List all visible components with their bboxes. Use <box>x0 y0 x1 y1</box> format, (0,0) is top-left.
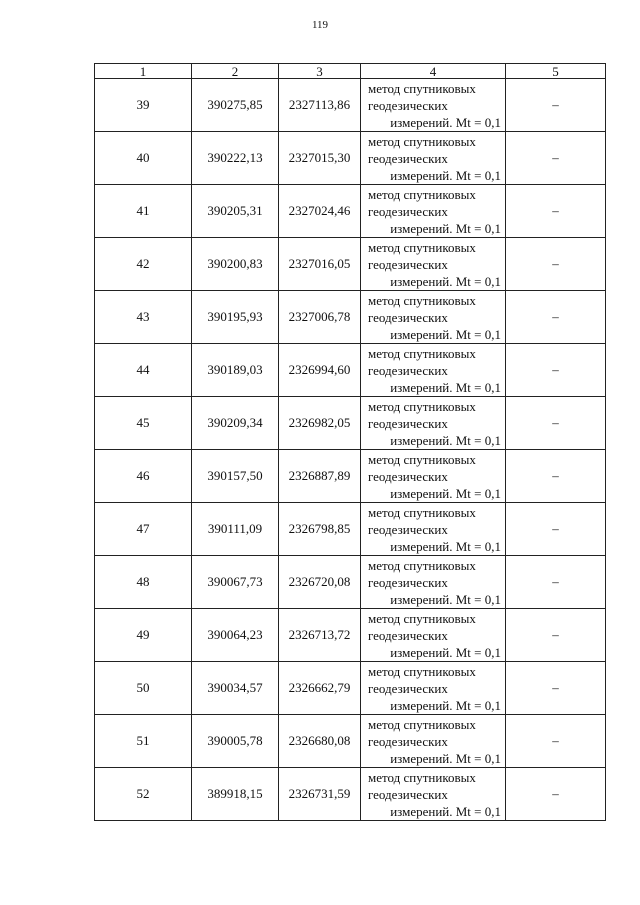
table-row <box>95 715 606 768</box>
point-number-cell: 51 <box>95 715 192 768</box>
method-text-line: геодезических <box>368 256 448 272</box>
method-cell <box>361 397 506 450</box>
y-coordinate-cell: 2326887,89 <box>279 450 361 503</box>
method-cell <box>361 662 506 715</box>
column-header-4: 4 <box>361 64 506 79</box>
point-number-cell: 47 <box>95 503 192 556</box>
table-row <box>95 132 606 185</box>
method-text-line: измерений. Mt = 0,1 <box>390 220 501 236</box>
point-number-cell: 52 <box>95 768 192 821</box>
method-text-line: метод спутниковых <box>368 557 476 573</box>
method-cell <box>361 238 506 291</box>
method-text-line: геодезических <box>368 733 448 749</box>
method-text-line: измерений. Mt = 0,1 <box>390 644 501 660</box>
page-number: 119 <box>311 19 329 31</box>
method-cell <box>361 556 506 609</box>
method-text-line: метод спутниковых <box>368 610 476 626</box>
table-row <box>95 397 606 450</box>
x-coordinate-cell: 390111,09 <box>192 503 279 556</box>
y-coordinate-cell: 2327006,78 <box>279 291 361 344</box>
table-row <box>95 503 606 556</box>
x-coordinate-cell: 390067,73 <box>192 556 279 609</box>
y-coordinate-cell: 2326662,79 <box>279 662 361 715</box>
method-cell <box>361 132 506 185</box>
table-row <box>95 662 606 715</box>
method-text-line: метод спутниковых <box>368 133 476 149</box>
y-coordinate-cell: 2327015,30 <box>279 132 361 185</box>
note-cell: – <box>506 450 606 503</box>
method-cell <box>361 715 506 768</box>
point-number-cell: 45 <box>95 397 192 450</box>
x-coordinate-cell: 390157,50 <box>192 450 279 503</box>
point-number-cell: 41 <box>95 185 192 238</box>
x-coordinate-cell: 390189,03 <box>192 344 279 397</box>
method-text-line: геодезических <box>368 521 448 537</box>
method-text-line: измерений. Mt = 0,1 <box>390 114 501 130</box>
note-cell: – <box>506 132 606 185</box>
method-text-line: измерений. Mt = 0,1 <box>390 432 501 448</box>
y-coordinate-cell: 2327113,86 <box>279 79 361 132</box>
method-text-line: геодезических <box>368 97 448 113</box>
method-cell <box>361 79 506 132</box>
method-cell <box>361 768 506 821</box>
x-coordinate-cell: 390209,34 <box>192 397 279 450</box>
point-number-cell: 46 <box>95 450 192 503</box>
point-number-cell: 43 <box>95 291 192 344</box>
x-coordinate-cell: 390222,13 <box>192 132 279 185</box>
x-coordinate-cell: 389918,15 <box>192 768 279 821</box>
method-text-line: измерений. Mt = 0,1 <box>390 273 501 289</box>
method-text-line: измерений. Mt = 0,1 <box>390 803 501 819</box>
note-cell: – <box>506 556 606 609</box>
x-coordinate-cell: 390034,57 <box>192 662 279 715</box>
note-cell: – <box>506 609 606 662</box>
y-coordinate-cell: 2326731,59 <box>279 768 361 821</box>
column-header-1: 1 <box>95 64 192 79</box>
method-cell <box>361 609 506 662</box>
x-coordinate-cell: 390275,85 <box>192 79 279 132</box>
method-text-line: метод спутниковых <box>368 716 476 732</box>
method-text-line: метод спутниковых <box>368 292 476 308</box>
table-row <box>95 768 606 821</box>
x-coordinate-cell: 390200,83 <box>192 238 279 291</box>
method-text-line: метод спутниковых <box>368 769 476 785</box>
method-cell <box>361 185 506 238</box>
x-coordinate-cell: 390195,93 <box>192 291 279 344</box>
note-cell: – <box>506 291 606 344</box>
point-number-cell: 50 <box>95 662 192 715</box>
table-row <box>95 291 606 344</box>
method-text-line: метод спутниковых <box>368 504 476 520</box>
note-cell: – <box>506 79 606 132</box>
method-text-line: геодезических <box>368 627 448 643</box>
note-cell: – <box>506 503 606 556</box>
y-coordinate-cell: 2326798,85 <box>279 503 361 556</box>
method-text-line: измерений. Mt = 0,1 <box>390 167 501 183</box>
note-cell: – <box>506 238 606 291</box>
y-coordinate-cell: 2326680,08 <box>279 715 361 768</box>
table-body <box>95 79 606 821</box>
note-cell: – <box>506 185 606 238</box>
coordinates-table <box>94 63 606 821</box>
method-text-line: метод спутниковых <box>368 239 476 255</box>
method-text-line: измерений. Mt = 0,1 <box>390 379 501 395</box>
table-row <box>95 609 606 662</box>
point-number-cell: 44 <box>95 344 192 397</box>
method-text-line: метод спутниковых <box>368 80 476 96</box>
column-header-2: 2 <box>192 64 279 79</box>
point-number-cell: 48 <box>95 556 192 609</box>
note-cell: – <box>506 768 606 821</box>
method-text-line: геодезических <box>368 574 448 590</box>
method-text-line: геодезических <box>368 786 448 802</box>
method-cell <box>361 344 506 397</box>
y-coordinate-cell: 2326713,72 <box>279 609 361 662</box>
method-text-line: метод спутниковых <box>368 186 476 202</box>
y-coordinate-cell: 2326720,08 <box>279 556 361 609</box>
method-text-line: геодезических <box>368 680 448 696</box>
method-text-line: геодезических <box>368 203 448 219</box>
table-row <box>95 344 606 397</box>
x-coordinate-cell: 390005,78 <box>192 715 279 768</box>
point-number-cell: 49 <box>95 609 192 662</box>
method-text-line: метод спутниковых <box>368 398 476 414</box>
method-text-line: измерений. Mt = 0,1 <box>390 326 501 342</box>
method-text-line: измерений. Mt = 0,1 <box>390 591 501 607</box>
method-cell <box>361 291 506 344</box>
y-coordinate-cell: 2326994,60 <box>279 344 361 397</box>
point-number-cell: 42 <box>95 238 192 291</box>
table-row <box>95 556 606 609</box>
note-cell: – <box>506 715 606 768</box>
method-text-line: геодезических <box>368 415 448 431</box>
method-cell <box>361 450 506 503</box>
y-coordinate-cell: 2327016,05 <box>279 238 361 291</box>
method-text-line: измерений. Mt = 0,1 <box>390 485 501 501</box>
method-text-line: метод спутниковых <box>368 345 476 361</box>
method-text-line: геодезических <box>368 150 448 166</box>
note-cell: – <box>506 662 606 715</box>
method-text-line: геодезических <box>368 362 448 378</box>
table-header <box>95 64 606 79</box>
method-text-line: геодезических <box>368 468 448 484</box>
note-cell: – <box>506 397 606 450</box>
table-row <box>95 450 606 503</box>
method-text-line: геодезических <box>368 309 448 325</box>
x-coordinate-cell: 390205,31 <box>192 185 279 238</box>
note-cell: – <box>506 344 606 397</box>
header-row <box>95 64 606 79</box>
method-text-line: измерений. Mt = 0,1 <box>390 750 501 766</box>
y-coordinate-cell: 2326982,05 <box>279 397 361 450</box>
method-text-line: метод спутниковых <box>368 663 476 679</box>
table-row <box>95 185 606 238</box>
method-text-line: измерений. Mt = 0,1 <box>390 538 501 554</box>
table-row <box>95 79 606 132</box>
method-cell <box>361 503 506 556</box>
method-text-line: измерений. Mt = 0,1 <box>390 697 501 713</box>
y-coordinate-cell: 2327024,46 <box>279 185 361 238</box>
method-text-line: метод спутниковых <box>368 451 476 467</box>
table-row <box>95 238 606 291</box>
point-number-cell: 40 <box>95 132 192 185</box>
column-header-5: 5 <box>506 64 606 79</box>
point-number-cell: 39 <box>95 79 192 132</box>
column-header-3: 3 <box>279 64 361 79</box>
x-coordinate-cell: 390064,23 <box>192 609 279 662</box>
